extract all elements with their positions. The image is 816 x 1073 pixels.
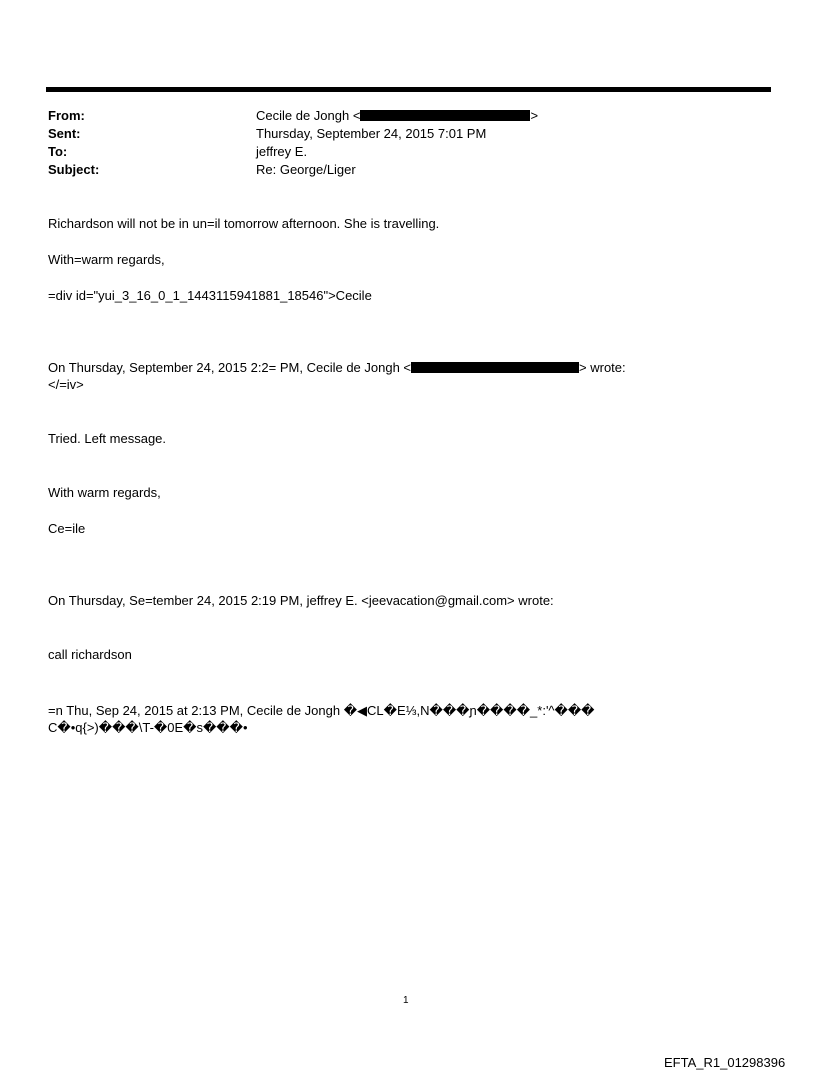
body-line: Richardson will not be in un=il tomorrow afternoon. She is travelling. [48,216,440,231]
body-line: Ce=ile [48,521,86,536]
bates-number: EFTA_R1_01298396 [664,1055,786,1070]
to-label: To: [48,144,68,159]
subject-value: Re: George/Liger [256,162,356,177]
quoted-header [48,360,626,375]
from-label: From: [48,108,85,123]
quoted-header-tail: > wrote: [579,360,626,375]
body-line: With=warm regards, [48,252,165,267]
redaction-box [360,110,530,121]
to-value: jeffrey E. [256,144,308,159]
body-line: call richardson [48,647,132,662]
from-value [256,108,538,123]
quoted-header-text: On Thursday, September 24, 2015 2:2= PM, Cecile de Jongh < [48,360,412,375]
from-name: Cecile de Jongh < [256,108,361,123]
page-number: 1 [403,995,409,1006]
body-line: Tried. Left message. [48,431,167,446]
body-line: </=iv> [48,377,84,392]
from-tail: > [530,108,539,123]
quoted-header: =n Thu, Sep 24, 2015 at 2:13 PM, Cecile de Jongh �◀CL�E⅓,N���ɲ����_*:'^��� [48,703,595,718]
body-line: C�•q{>)���\T-�0E�s���• [48,720,248,735]
redaction-box [411,362,579,373]
body-line: =div id="yui_3_16_0_1_1443115941881_18546">Cecile [48,288,372,303]
sent-value: Thursday, September 24, 2015 7:01 PM [256,126,487,141]
subject-label: Subject: [48,162,100,177]
quoted-header: On Thursday, Se=tember 24, 2015 2:19 PM, jeffrey E. <jeevacation@gmail.com> wrote: [48,593,554,608]
body-line: With warm regards, [48,485,161,500]
header-rule [46,87,771,92]
sent-label: Sent: [48,126,81,141]
